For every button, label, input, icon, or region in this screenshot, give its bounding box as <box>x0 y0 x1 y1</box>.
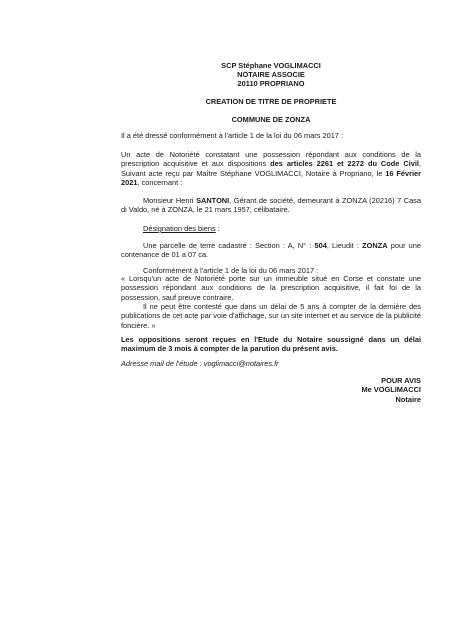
parcel-lieudit: ZONZA <box>362 241 388 250</box>
act-text-e: , concernant : <box>137 177 183 187</box>
act-paragraph <box>121 150 421 187</box>
commune-title: COMMUNE DE ZONZA <box>231 115 311 124</box>
act-text-date: 16 Février 2021 <box>121 168 421 187</box>
party-paragraph <box>121 196 421 215</box>
law-reference: Conformément à l'article 1 de la loi du 06 mars 2017 : <box>143 266 319 275</box>
designation-colon: : <box>215 224 220 233</box>
email-line: Adresse mail de l'étude : voglimacci@notaires.fr <box>121 359 279 368</box>
signature-name: Me VOGLIMACCI <box>361 385 421 395</box>
act-text-articles: des articles 2261 et 2272 du Code Civil <box>270 159 419 169</box>
designation-heading <box>121 224 421 233</box>
office-city: 20110 PROPRIANO <box>237 79 305 88</box>
law-quote-paragraph-1: « Lorsqu'un acte de Notoriété porte sur un immeuble situé en Corse et constate une possession répondant aux conditions de la prescription acquisitive, il fait foi de la possession, sauf preuve contraire. <box>121 274 421 302</box>
notice-title: CREATION DE TITRE DE PROPRIETE <box>205 97 337 106</box>
party-text-c: , Gérant de société, demeurant à ZONZA (20216) 7 Casa di Valdo, né à ZONZA, le 21 mars 1957, célibataire. <box>121 196 421 215</box>
signature-block <box>300 376 421 404</box>
party-name: SANTONI <box>196 196 230 205</box>
signature-title: Notaire <box>395 394 421 404</box>
parcel-paragraph <box>121 241 421 260</box>
parcel-text-e: pour une contenance de 01 a 07 ca. <box>121 241 422 260</box>
signature-pour-avis: POUR AVIS <box>381 376 421 385</box>
designation-label: Désignation des biens <box>143 224 216 233</box>
parcel-text-c: , Lieudit : <box>326 241 363 250</box>
office-role: NOTAIRE ASSOCIE <box>237 70 305 79</box>
act-text-a: Un acte de Notoriété constatant une possession répondant aux conditions de la prescription acquisitive et aux dispositions <box>121 150 421 169</box>
parcel-number: 504 <box>314 241 327 250</box>
intro-paragraph: Il a été dressé conformément à l'article 1 de la loi du 06 mars 2017 : <box>121 131 344 140</box>
parcel-text-a: Une parcelle de terre cadastré : Section : A, N° : <box>143 241 315 250</box>
act-text-c: , Suivant acte reçu par Maître Stéphane VOGLIMACCI, Notaire à Propriano, le <box>121 159 422 178</box>
office-header <box>121 61 421 88</box>
oppositions-paragraph: Les oppositions seront reçues en l'Etude du Notaire soussigné dans un délai maximum de 3 mois à compter de la parution du présent avis. <box>121 335 421 354</box>
law-quote-paragraph-2: Il ne peut être contesté que dans un délai de 5 ans à compter de la dernière des publications de cet acte par voie d'affichage, sur un site internet et au service de la publicité foncière. » <box>121 302 421 330</box>
office-name: SCP Stéphane VOGLIMACCI <box>221 61 321 70</box>
party-text-a: Monsieur Henri <box>143 196 197 205</box>
